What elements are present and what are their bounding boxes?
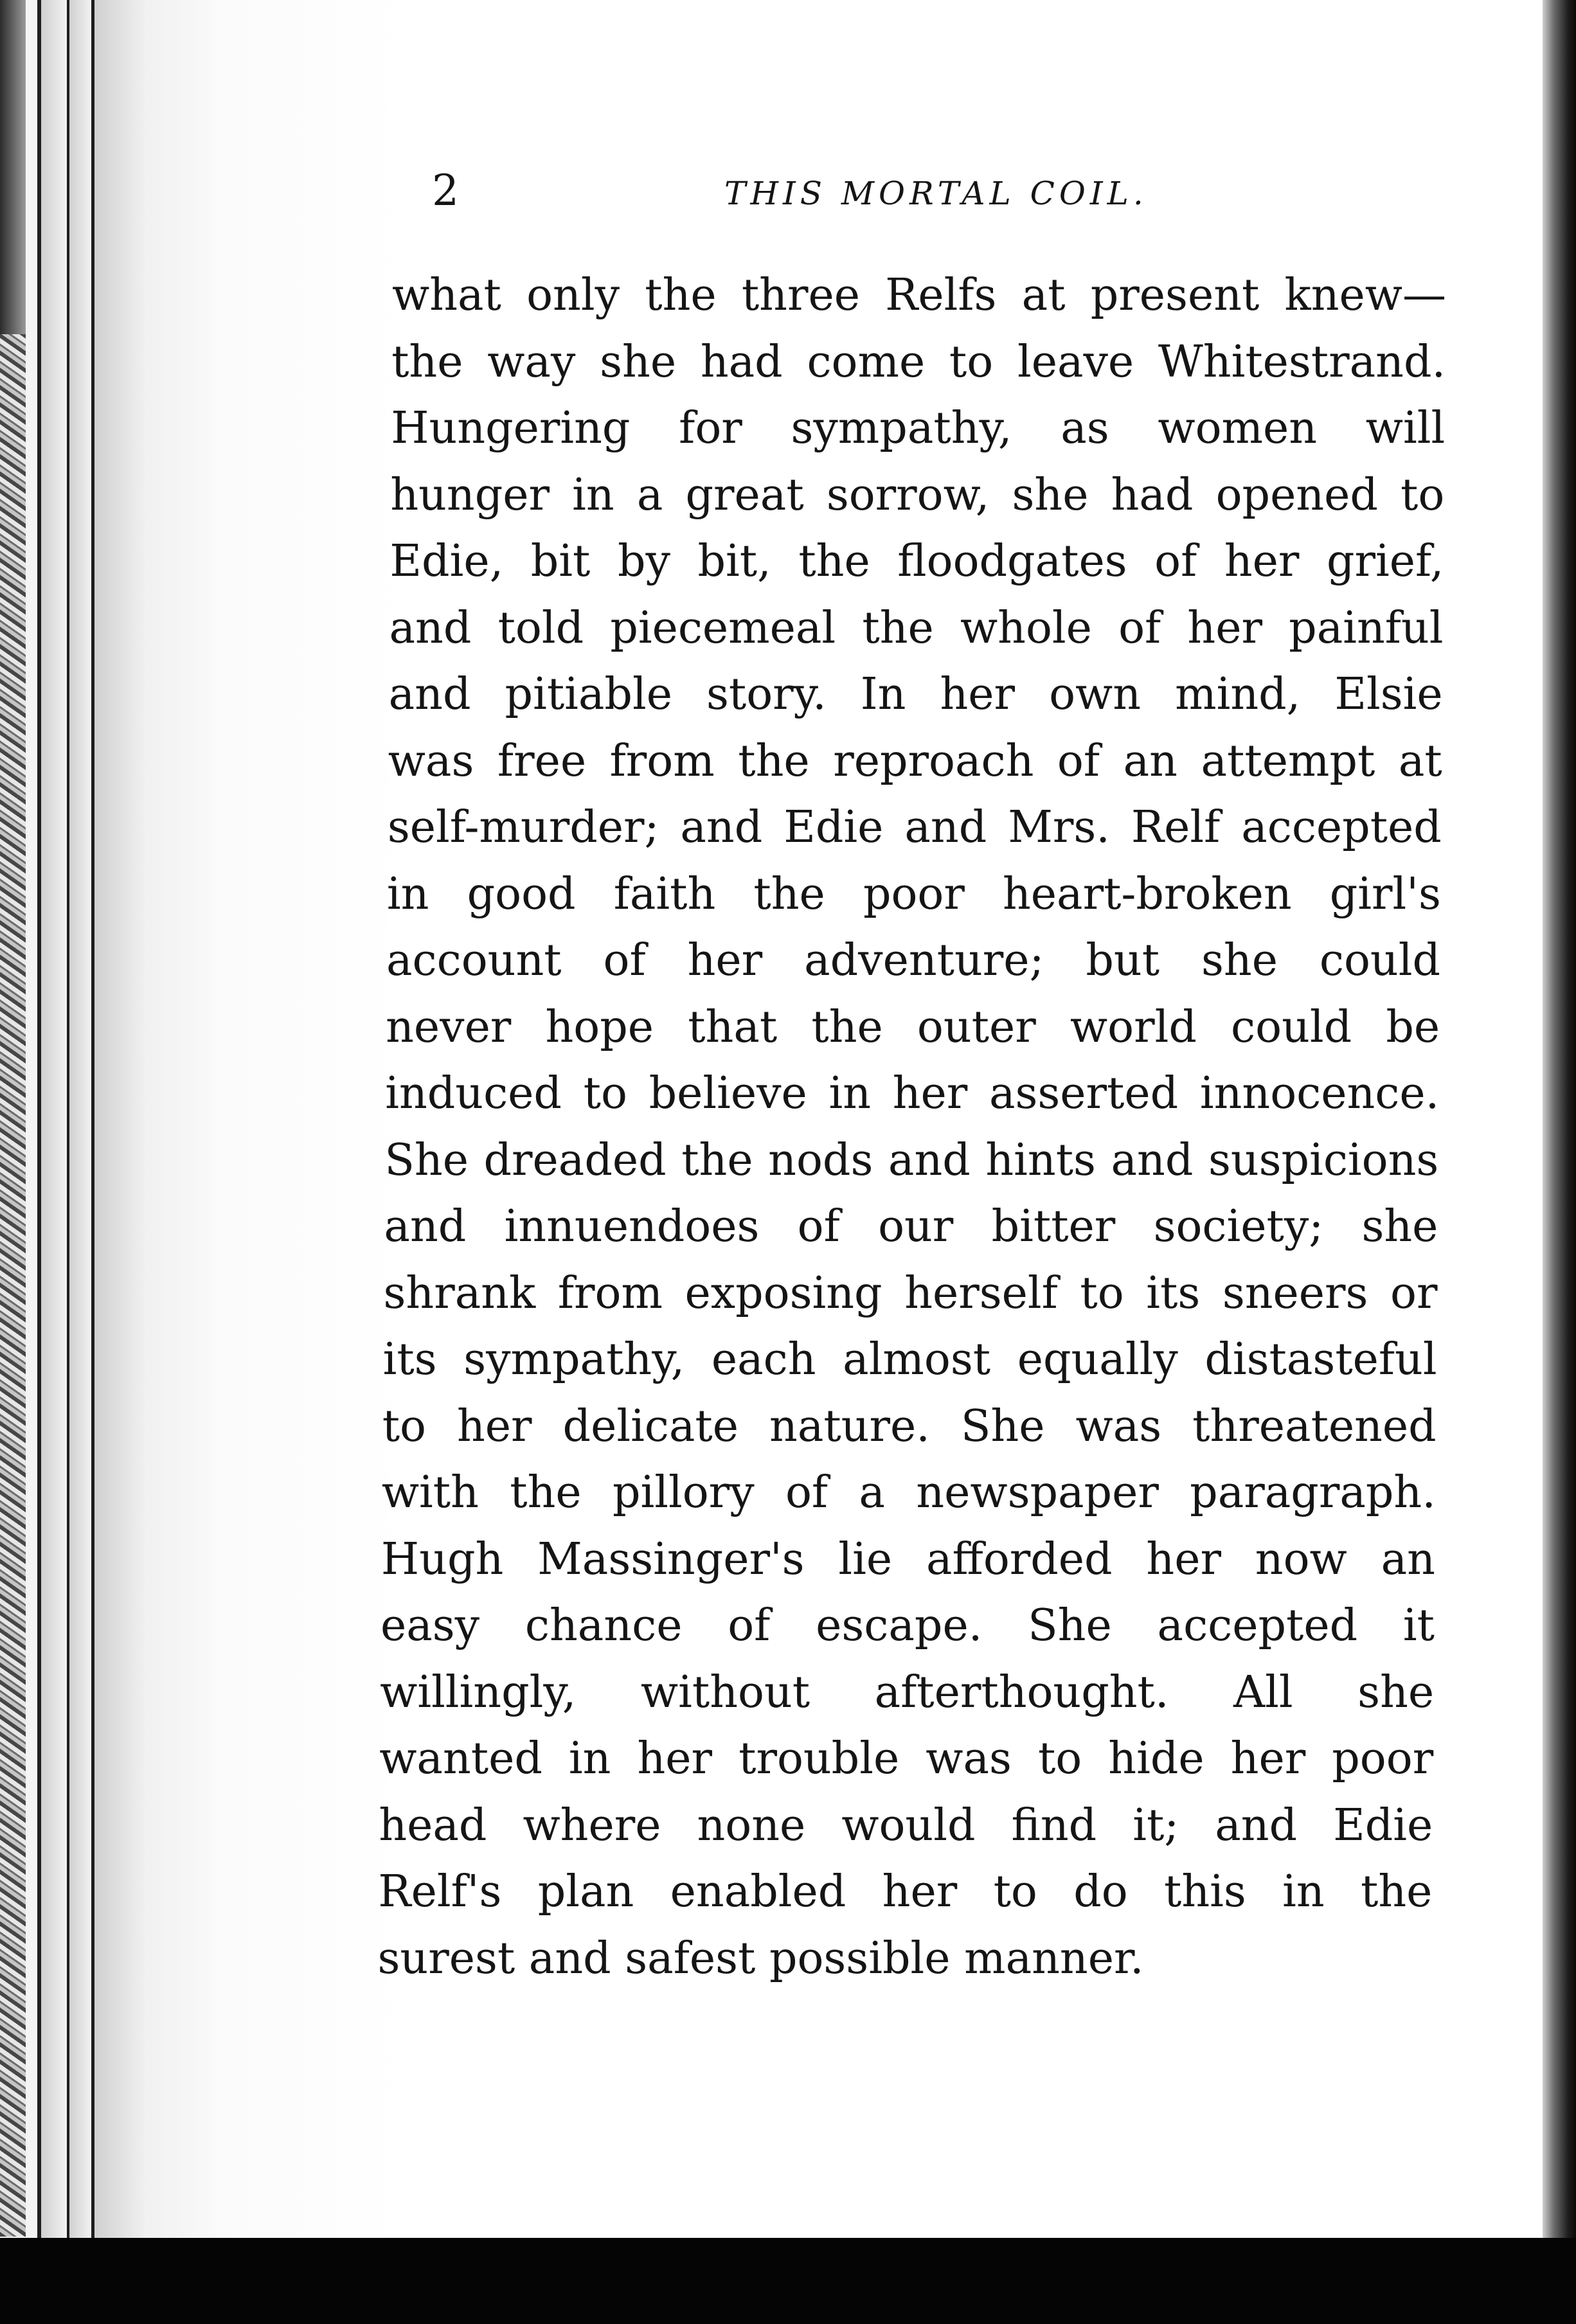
scan-bottom-border xyxy=(0,2238,1576,2324)
text-line: what only the three Relfs at present knew— xyxy=(392,270,1446,321)
page-gutter xyxy=(94,0,148,2238)
text-line: surest and safest possible manner. xyxy=(377,1933,1144,1984)
text-line: wanted in her trouble was to hide her poor xyxy=(379,1733,1434,1784)
text-line: was free from the reproach of an attempt at xyxy=(388,735,1442,787)
text-line: hunger in a great sorrow, she had opened to xyxy=(390,469,1445,521)
body-text xyxy=(377,262,1446,1992)
text-line: Hungering for sympathy, as women will xyxy=(391,403,1446,454)
text-line: willingly, without afterthought. All she xyxy=(380,1667,1435,1718)
page-number: 2 xyxy=(432,166,459,215)
text-line: its sympathy, each almost equally distasteful xyxy=(382,1334,1437,1385)
text-line: self-murder; and Edie and Mrs. Relf accepted xyxy=(387,802,1442,853)
text-line: account of her adventure; but she could xyxy=(386,935,1440,986)
text-line: head where none would find it; and Edie xyxy=(379,1800,1433,1851)
text-line: Hugh Massinger's lie afforded her now an xyxy=(381,1533,1435,1585)
text-line: and pitiable story. In her own mind, Elsie xyxy=(388,669,1443,720)
text-line: Relf's plan enabled her to do this in the xyxy=(378,1866,1433,1917)
text-line: Edie, bit by bit, the floodgates of her grief, xyxy=(390,536,1444,587)
text-line: the way she had come to leave Whitestrand. xyxy=(391,336,1446,388)
text-line: with the pillory of a newspaper paragraph. xyxy=(381,1467,1436,1518)
text-line: and innuendoes of our bitter society; she xyxy=(384,1201,1438,1252)
text-line: never hope that the outer world could be xyxy=(386,1001,1440,1053)
marbled-endpaper xyxy=(0,334,26,2237)
book-binding-edge xyxy=(0,0,148,2238)
text-line: and told piecemeal the whole of her painful xyxy=(389,602,1444,654)
text-line: in good faith the poor heart-broken girl's xyxy=(386,868,1441,920)
binding-shade xyxy=(69,0,91,2238)
right-page-edge xyxy=(1543,0,1576,2238)
running-title: THIS MORTAL COIL. xyxy=(724,175,1148,212)
running-head xyxy=(432,162,1171,220)
text-line: shrank from exposing herself to its sneers or xyxy=(383,1267,1438,1319)
text-line: She dreaded the nods and hints and suspicions xyxy=(384,1134,1439,1186)
binding-shade xyxy=(41,0,67,2238)
text-line: to her delicate nature. She was threatened xyxy=(382,1400,1437,1452)
book-cover-edge xyxy=(0,0,26,334)
text-line: induced to believe in her asserted innocence. xyxy=(385,1068,1440,1119)
text-line: easy chance of escape. She accepted it xyxy=(381,1600,1435,1651)
